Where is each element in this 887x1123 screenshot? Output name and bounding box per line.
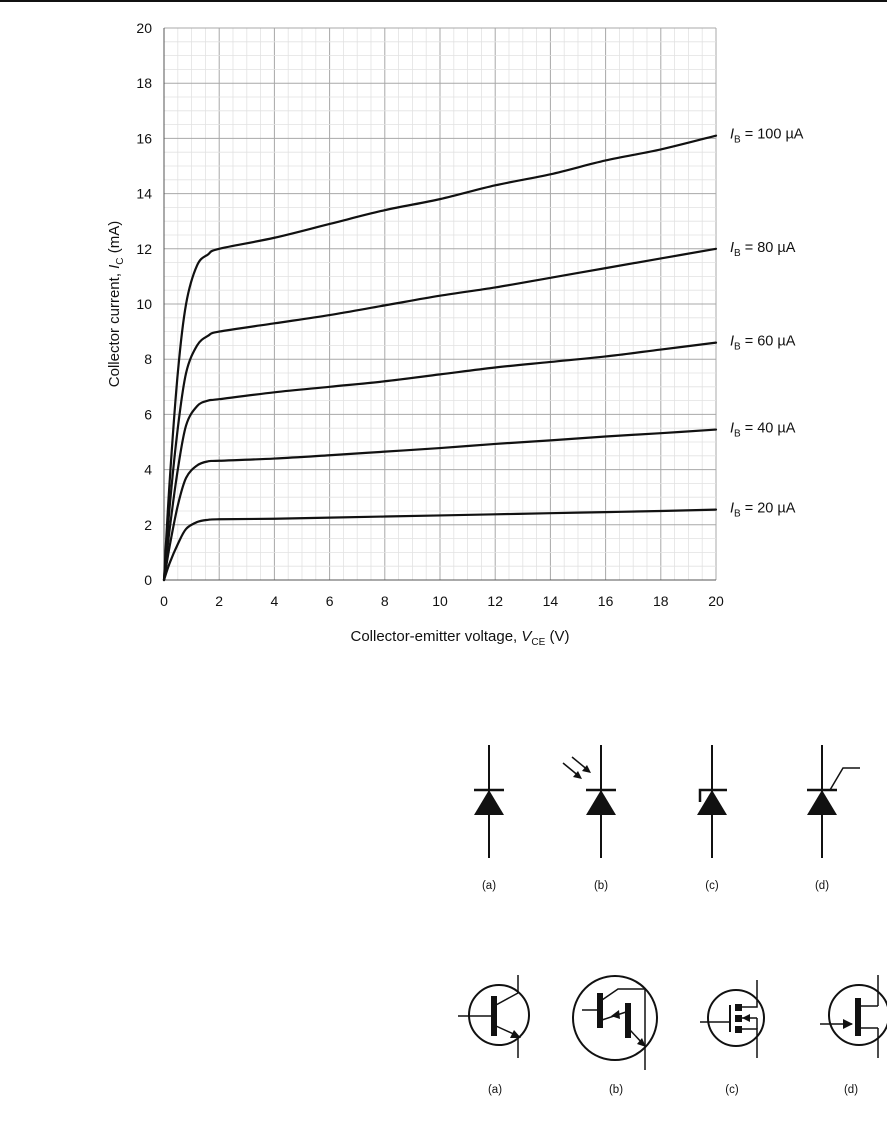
y-tick-label: 18 bbox=[136, 75, 152, 92]
diode-label-a: (a) bbox=[481, 880, 497, 892]
x-tick-label: 6 bbox=[325, 593, 334, 609]
x-tick-label: 20 bbox=[708, 593, 724, 609]
y-tick-label: 10 bbox=[136, 296, 152, 312]
transistor-label-d: (d) bbox=[843, 1084, 859, 1096]
diode-label-d: (d) bbox=[814, 880, 830, 892]
y-tick-label: 6 bbox=[144, 406, 152, 423]
y-tick-label: 20 bbox=[136, 20, 152, 36]
transistor-symbol-b bbox=[573, 976, 657, 1070]
x-tick-label: 10 bbox=[432, 593, 448, 609]
y-tick-label: 2 bbox=[144, 516, 152, 533]
y-tick-label: 12 bbox=[136, 240, 152, 257]
x-tick-label: 18 bbox=[653, 593, 669, 609]
x-tick-label: 0 bbox=[160, 593, 168, 609]
diode-symbol-d bbox=[807, 745, 860, 858]
transistor-label-a: (a) bbox=[487, 1084, 503, 1096]
x-tick-label: 2 bbox=[215, 593, 224, 609]
series-label-1: $I_B = 80$ µA bbox=[730, 239, 796, 259]
x-tick-label: 8 bbox=[380, 593, 389, 609]
y-tick-label: 16 bbox=[136, 130, 152, 147]
diode-label-b: (b) bbox=[593, 880, 609, 892]
series-label-4: $I_B = 20$ µA bbox=[730, 500, 796, 520]
y-tick-label: 8 bbox=[144, 351, 152, 368]
y-tick-label: 14 bbox=[136, 185, 152, 202]
transistor-symbol-c bbox=[700, 980, 764, 1058]
transistor-symbol-a bbox=[458, 975, 529, 1058]
series-label-0: $I_B = 100$ µA bbox=[730, 126, 804, 146]
x-axis-title: Collector-emitter voltage, $V_{CE}$ (V) bbox=[350, 628, 570, 648]
y-tick-label: 4 bbox=[144, 461, 152, 478]
diode-symbol-b bbox=[563, 745, 616, 858]
transistor-label-b: (b) bbox=[608, 1084, 624, 1096]
series-label-3: $I_B = 40$ µA bbox=[730, 420, 796, 440]
diode-label-c: (c) bbox=[705, 880, 719, 892]
x-tick-label: 12 bbox=[487, 593, 503, 609]
diode-symbol-a bbox=[474, 745, 504, 858]
x-tick-label: 14 bbox=[542, 593, 559, 609]
y-tick-label: 0 bbox=[144, 572, 152, 588]
x-tick-label: 16 bbox=[597, 593, 614, 609]
x-tick-label: 4 bbox=[270, 593, 279, 609]
y-axis-title: Collector current, $I_C$ (mA) bbox=[106, 220, 126, 388]
light-arrows-icon bbox=[563, 757, 591, 779]
series-label-2: $I_B = 60$ µA bbox=[730, 333, 796, 353]
transistor-symbol-d bbox=[820, 975, 887, 1058]
diode-symbol-c bbox=[697, 745, 727, 858]
transistor-label-c: (c) bbox=[725, 1084, 739, 1096]
